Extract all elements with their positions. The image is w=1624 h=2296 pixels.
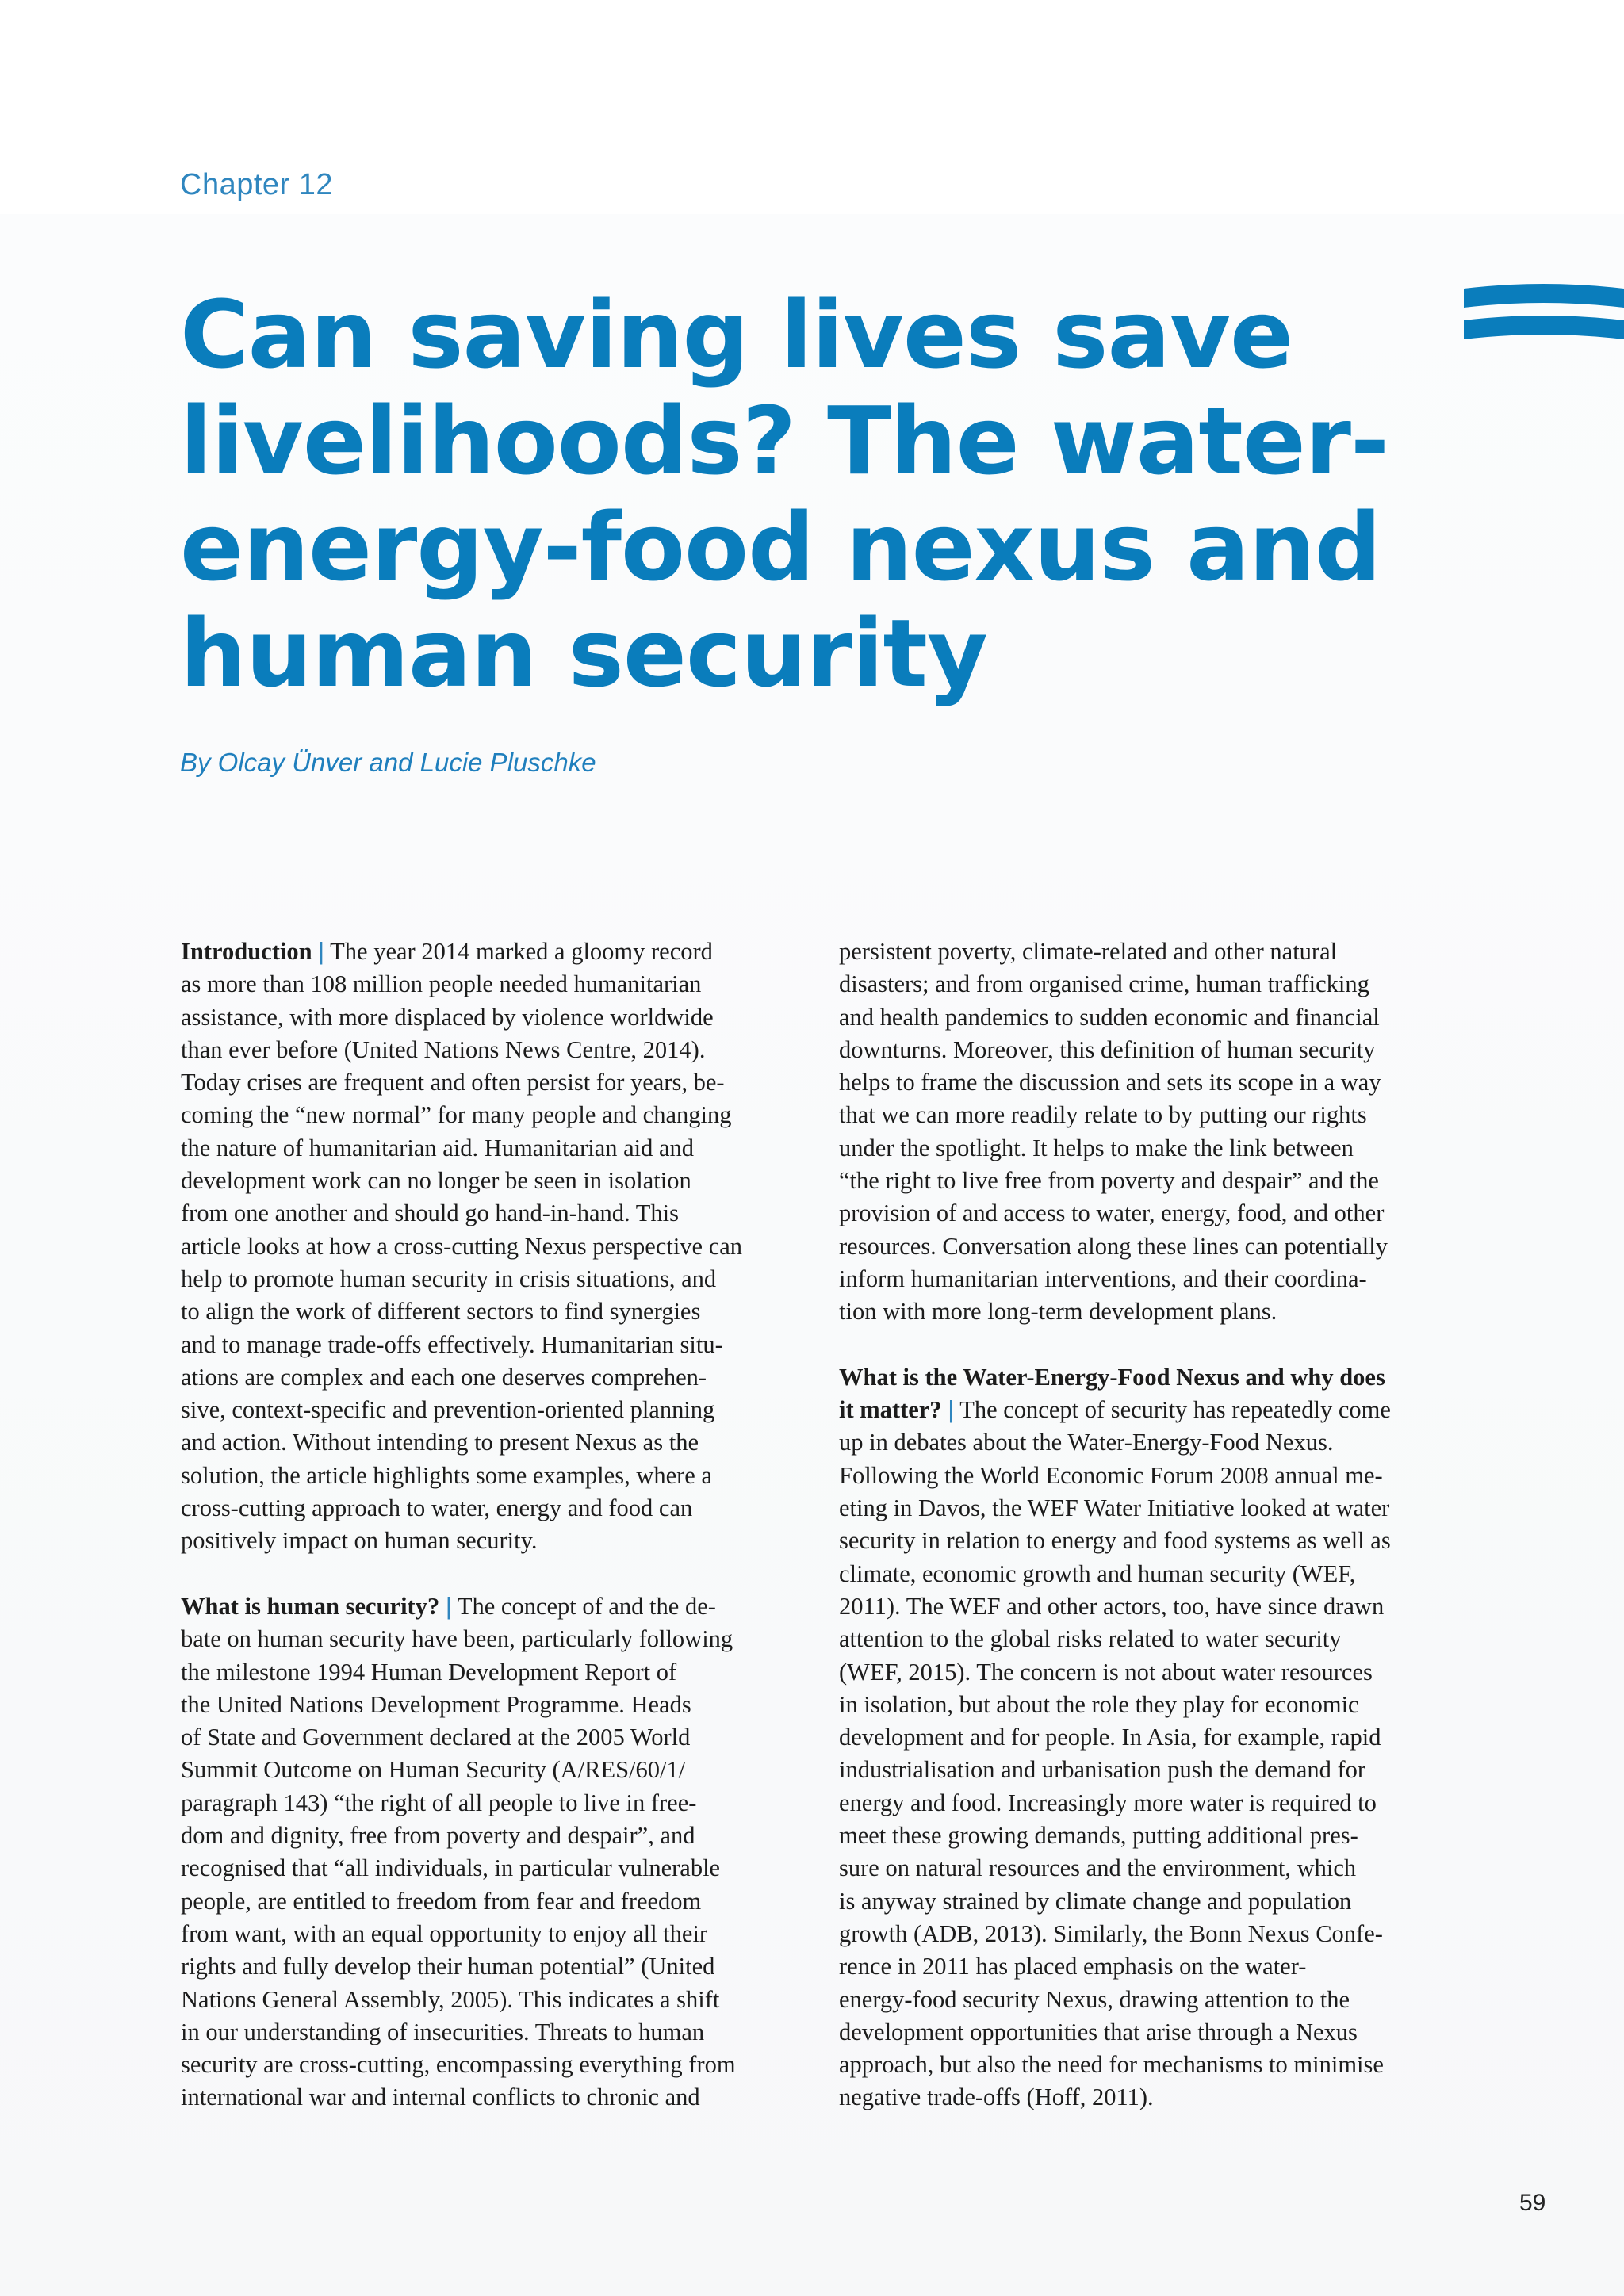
continued-paragraph [839, 936, 1457, 1329]
paragraph-line: negative trade-offs (Hoff, 2011). [839, 2084, 1154, 2111]
paragraph-line: Introduction | The year 2014 marked a gloomy record [181, 938, 713, 965]
heading-separator: | [445, 1592, 452, 1620]
section-heading-introduction: Introduction [181, 938, 312, 965]
paragraph-line: assistance, with more displaced by violence worldwide [181, 1003, 714, 1031]
paragraph-line: solution, the article highlights some examples, where a [181, 1461, 712, 1489]
paragraph-line: and health pandemics to sudden economic and financial [839, 1003, 1380, 1031]
paragraph-line: eting in Davos, the WEF Water Initiative looked at water [839, 1494, 1390, 1522]
paragraph-line: provision of and access to water, energy, food, and other [839, 1200, 1385, 1227]
paragraph-line: helps to frame the discussion and sets its scope in a way [839, 1069, 1381, 1096]
right-column [839, 936, 1457, 2114]
section-heading-human-security: What is human security? [181, 1592, 440, 1620]
heading-separator: | [318, 938, 325, 965]
paragraph-line: from one another and should go hand-in-hand. This [181, 1200, 679, 1227]
paragraph-line: bate on human security have been, particularly following [181, 1625, 733, 1653]
paragraph-line: and to manage trade-offs effectively. Humanitarian situ- [181, 1330, 723, 1358]
paragraph-line: dom and dignity, free from poverty and despair”, and [181, 1822, 695, 1850]
paragraph-line: energy and food. Increasingly more water is required to [839, 1789, 1377, 1816]
paragraph-line: article looks at how a cross-cutting Nexus perspective can [181, 1232, 743, 1260]
paragraph-line: energy-food security Nexus, drawing attention to the [839, 1985, 1350, 2013]
paragraph-line: approach, but also the need for mechanisms to minimise [839, 2051, 1384, 2079]
paragraph-line: ations are complex and each one deserves comprehen- [181, 1363, 707, 1391]
paragraph-line: people, are entitled to freedom from fear and freedom [181, 1887, 702, 1915]
paragraph-line: the nature of humanitarian aid. Humanitarian aid and [181, 1134, 695, 1161]
introduction-paragraph [181, 968, 815, 1557]
paragraph-line: security are cross-cutting, encompassing everything from [181, 2051, 736, 2079]
paragraph-line: 2011). The WEF and other actors, too, have since drawn [839, 1592, 1385, 1620]
paragraph-line: climate, economic growth and human security (WEF, [839, 1559, 1356, 1587]
title-line: Can saving lives save [180, 280, 1293, 389]
paragraph-line: downturns. Moreover, this definition of human security [839, 1035, 1376, 1063]
paragraph-line: is anyway strained by climate change and population [839, 1887, 1352, 1915]
paragraph-line: tion with more long-term development plans. [839, 1298, 1277, 1326]
paragraph-line: resources. Conversation along these lines can potentially [839, 1232, 1388, 1260]
left-column [181, 936, 815, 2114]
paragraph-line: development work can no longer be seen in isolation [181, 1167, 691, 1195]
paragraph-line: the milestone 1994 Human Development Report of [181, 1658, 677, 1686]
human-security-paragraph [181, 1623, 815, 2114]
paragraph-line: development and for people. In Asia, for example, rapid [839, 1724, 1381, 1751]
paragraph-line: that we can more readily relate to by putting our rights [839, 1101, 1367, 1129]
paragraph-line: coming the “new normal” for many people and changing [181, 1101, 732, 1129]
paragraph-line: attention to the global risks related to water security [839, 1625, 1342, 1653]
paragraph-line: rence in 2011 has placed emphasis on the water- [839, 1953, 1307, 1980]
paragraph-line: disasters; and from organised crime, human trafficking [839, 970, 1369, 998]
paragraph-line: recognised that “all individuals, in particular vulnerable [181, 1854, 721, 1882]
paragraph-line: of State and Government declared at the 2005 World [181, 1724, 691, 1751]
paragraph-line: Today crises are frequent and often persist for years, be- [181, 1069, 725, 1096]
paragraph-line [839, 1361, 1457, 1394]
paragraph-line: from want, with an equal opportunity to enjoy all their [181, 1919, 708, 1947]
heading-separator: | [948, 1396, 955, 1424]
paragraph-line: inform humanitarian interventions, and their coordina- [839, 1265, 1367, 1292]
section-heading-wef-nexus-cont: it matter? [839, 1396, 942, 1424]
section-heading-wef-nexus: What is the Water-Energy-Food Nexus and why does [839, 1363, 1385, 1391]
paragraph-line: security in relation to energy and food systems as well as [839, 1527, 1391, 1555]
blue-wave-stripes-icon [1464, 279, 1624, 358]
paragraph-line: sure on natural resources and the environment, which [839, 1854, 1357, 1882]
paragraph-line: “the right to live free from poverty and despair” and the [839, 1167, 1379, 1195]
paragraph-line: Following the World Economic Forum 2008 annual me- [839, 1461, 1383, 1489]
paragraph-line: in our understanding of insecurities. Threats to human [181, 2018, 705, 2045]
paragraph-line: persistent poverty, climate-related and other natural [839, 938, 1338, 965]
paragraph-line: sive, context-specific and prevention-oriented planning [181, 1396, 715, 1424]
paragraph-line: What is human security? | The concept of and the de- [181, 1592, 716, 1620]
paragraph-line: it matter? | The concept of security has repeatedly come [839, 1396, 1391, 1424]
paragraph-line: development opportunities that arise through a Nexus [839, 2018, 1358, 2045]
paragraph-line: help to promote human security in crisis situations, and [181, 1265, 717, 1292]
title-line: livelihoods? The water- [180, 386, 1388, 496]
wef-nexus-paragraph [839, 1426, 1457, 2114]
paragraph-line: paragraph 143) “the right of all people to live in free- [181, 1789, 697, 1816]
paragraph-line: cross-cutting approach to water, energy and food can [181, 1494, 693, 1522]
paragraph-line: and action. Without intending to present Nexus as the [181, 1429, 699, 1456]
paragraph-line: in isolation, but about the role they play for economic [839, 1690, 1359, 1718]
paragraph-line: rights and fully develop their human potential” (United [181, 1953, 715, 1980]
paragraph-line: growth (ADB, 2013). Similarly, the Bonn Nexus Confe- [839, 1919, 1383, 1947]
paragraph-line: industrialisation and urbanisation push the demand for [839, 1756, 1366, 1784]
author-byline: By Olcay Ünver and Lucie Pluschke [180, 748, 596, 777]
paragraph-line: to align the work of different sectors to find synergies [181, 1298, 701, 1326]
paragraph-line: Summit Outcome on Human Security (A/RES/60/1/ [181, 1756, 686, 1784]
paragraph-line: the United Nations Development Programme. Heads [181, 1690, 691, 1718]
paragraph-line: (WEF, 2015). The concern is not about water resources [839, 1658, 1373, 1686]
title-line: energy-food nexus and [180, 492, 1381, 602]
title-line: human security [180, 599, 987, 708]
paragraph-line: under the spotlight. It helps to make the link between [839, 1134, 1354, 1161]
page-number: 59 [1519, 2190, 1546, 2216]
paragraph-line: international war and internal conflicts to chronic and [181, 2084, 700, 2111]
paragraph-line: meet these growing demands, putting additional pres- [839, 1822, 1358, 1850]
paragraph-line: as more than 108 million people needed humanitarian [181, 970, 702, 998]
chapter-label: Chapter 12 [180, 168, 334, 201]
paragraph-line: positively impact on human security. [181, 1527, 538, 1555]
page-title [180, 281, 1449, 706]
paragraph-line: Nations General Assembly, 2005). This indicates a shift [181, 1985, 720, 2013]
paragraph-line: up in debates about the Water-Energy-Food Nexus. [839, 1429, 1334, 1456]
paragraph-line: than ever before (United Nations News Centre, 2014). [181, 1035, 706, 1063]
